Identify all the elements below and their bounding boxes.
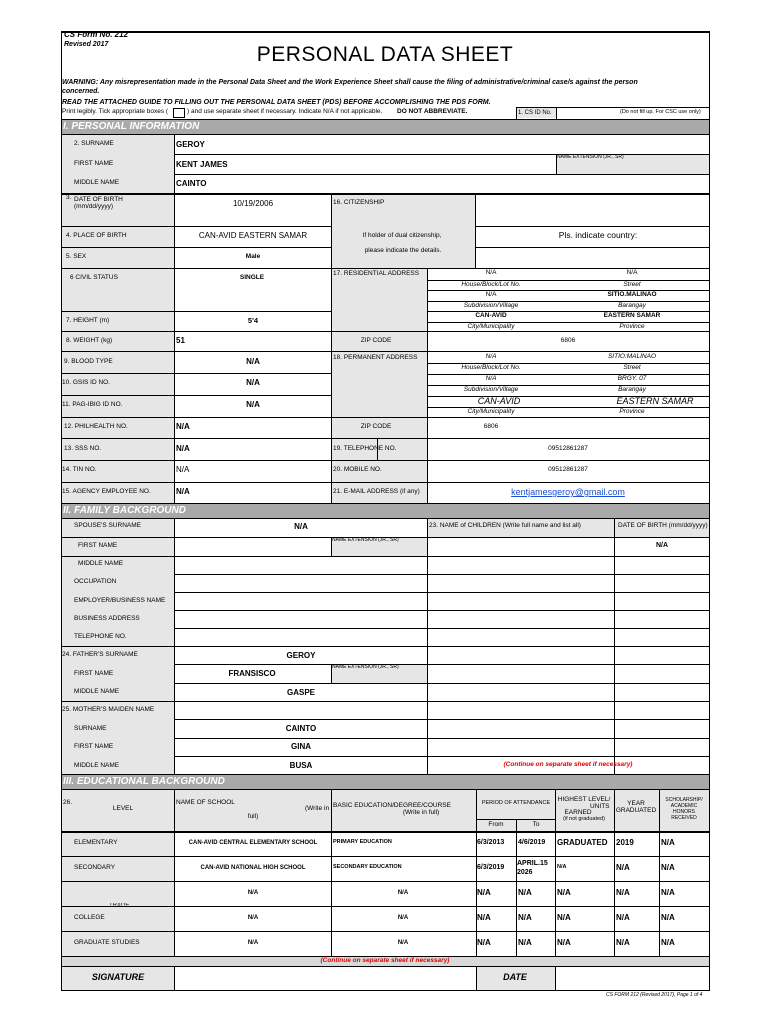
scholarship-header-2: ACADEMIC: [670, 803, 698, 809]
course-header-write-in: (Write in full): [402, 809, 440, 816]
name-extension-label: NAME EXTENSION (JR., SR): [557, 154, 624, 160]
mother-middle-name-field[interactable]: BUSA: [289, 761, 313, 770]
section-family-background: II. FAMILY BACKGROUND: [61, 504, 709, 518]
res-barangay-field[interactable]: SITIO.MALINAO: [607, 291, 657, 298]
tin-field[interactable]: N/A: [176, 465, 190, 474]
edu-school-college[interactable]: N/A: [247, 915, 259, 921]
scholarship-header-4: RECEIVED: [671, 815, 697, 821]
perm-street-field[interactable]: SITIO:MALINAO: [607, 353, 657, 360]
scholarship-header-3: HONORS: [673, 809, 695, 815]
telephone-field[interactable]: 09512861287: [548, 445, 588, 452]
mobile-label: 20. MOBILE NO.: [333, 466, 382, 473]
perm-zip-field[interactable]: 6806: [483, 423, 499, 430]
education-continue-note: (Continue on separate sheet if necessary): [320, 957, 450, 964]
perm-city-caption: City/Municipality: [467, 408, 515, 415]
barangay-caption: Barangay: [618, 302, 646, 309]
scholarship-header: SCHOLARSHIP/: [665, 797, 703, 803]
spouse-surname-field[interactable]: N/A: [294, 522, 308, 531]
page-title: PERSONAL DATA SHEET: [256, 43, 514, 66]
surname-field[interactable]: GEROY: [176, 140, 205, 149]
res-zip-field[interactable]: 6806: [560, 337, 576, 344]
father-middle-name-field[interactable]: GASPE: [286, 688, 316, 697]
agency-employee-field[interactable]: N/A: [176, 487, 190, 496]
civil-status-field[interactable]: SINGLE: [239, 274, 265, 281]
dob-label: DATE OF BIRTH: [74, 196, 123, 203]
edu-to-elementary[interactable]: 4/6/2019: [518, 839, 546, 846]
perm-subdivision-field[interactable]: N/A: [485, 375, 497, 382]
edu-school-secondary[interactable]: CAN-AVID NATIONAL HIGH SCHOOL: [200, 865, 306, 871]
indicate-country-label[interactable]: Pls. indicate country:: [558, 230, 638, 240]
section-educational-background: III. EDUCATIONAL BACKGROUND: [61, 775, 709, 789]
edu-level-elementary: ELEMENTARY: [74, 839, 118, 846]
edu-honors-secondary[interactable]: N/A: [661, 863, 675, 872]
business-address-label: BUSINESS ADDRESS: [74, 615, 140, 622]
edu-to-graduate-studies[interactable]: N/A: [518, 938, 532, 947]
from-header: From: [488, 821, 504, 828]
edu-honors-college[interactable]: N/A: [661, 913, 675, 922]
tin-label: 14. TIN NO.: [62, 466, 97, 473]
school-header-write-in: (Write in: [305, 805, 330, 812]
highest-level-header-3: EARNED: [564, 809, 592, 816]
edu-year-secondary[interactable]: N/A: [616, 863, 630, 872]
telephone-label: 19. TELEPHONE NO.: [333, 445, 397, 452]
middle-name-field[interactable]: CAINTO: [176, 179, 207, 188]
edu-year-graduate-studies[interactable]: N/A: [616, 938, 630, 947]
signature-field[interactable]: [175, 967, 475, 990]
section-personal-information: I. PERSONAL INFORMATION: [61, 120, 709, 134]
dob-number: 3.: [66, 194, 72, 201]
edu-highest-graduate-studies[interactable]: N/A: [557, 938, 571, 947]
first-name-label: FIRST NAME: [74, 160, 114, 167]
edu-from-graduate-studies[interactable]: N/A: [477, 938, 491, 947]
email-field[interactable]: kentjamesgeroy@gmail.com: [511, 487, 625, 497]
sss-label: 13. SSS NO.: [64, 445, 102, 452]
edu-from-trade[interactable]: N/A: [477, 888, 491, 897]
weight-label: 8. WEIGHT (kg): [66, 337, 113, 344]
middle-name-label: MIDDLE NAME: [74, 179, 120, 186]
edu-to-secondary[interactable]: APRIL.15 2026: [517, 860, 548, 876]
subdivision-caption: Subdivision/Village: [463, 302, 519, 309]
gsis-label: 10. GSIS ID NO.: [62, 379, 111, 386]
perm-zip-label: ZIP CODE: [360, 423, 392, 430]
sex-label: 5. SEX: [66, 253, 87, 260]
edu-course-graduate-studies[interactable]: N/A: [397, 940, 409, 946]
father-first-name-label: FIRST NAME: [74, 670, 114, 677]
spouse-telephone-label: TELEPHONE NO.: [74, 633, 127, 640]
edu-highest-elementary[interactable]: GRADUATED: [557, 838, 608, 847]
spouse-surname-label: SPOUSE'S SURNAME: [74, 522, 141, 529]
edu-from-elementary[interactable]: 6/3/2013: [477, 839, 505, 846]
edu-highest-secondary[interactable]: N/A: [557, 864, 567, 870]
citizenship-label: 16. CITIZENSHIP: [333, 199, 385, 206]
place-of-birth-label: 4. PLACE OF BIRTH: [66, 232, 127, 239]
edu-to-trade[interactable]: N/A: [518, 888, 532, 897]
edu-level-secondary: SECONDARY: [74, 864, 116, 871]
warning-text: WARNING: Any misrepresentation made in the Personal Data Sheet and the Work Experience Sheet shall cause the filing of administrative/criminal case/s against the person: [62, 79, 638, 86]
edu-highest-trade[interactable]: N/A: [557, 888, 571, 897]
place-of-birth-field[interactable]: CAN-AVID EASTERN SAMAR: [198, 231, 308, 240]
residential-address-label: 17. RESIDENTIAL ADDRESS: [333, 270, 420, 277]
spouse-first-name-label: FIRST NAME: [78, 542, 118, 549]
date-label: DATE: [503, 972, 527, 982]
edu-from-college[interactable]: N/A: [477, 913, 491, 922]
year-graduated-header-2: GRADUATED: [615, 807, 657, 814]
edu-level-graduate-studies: GRADUATE STUDIES: [74, 939, 140, 946]
res-subdivision-field[interactable]: N/A: [485, 291, 497, 298]
perm-subdivision-caption: Subdivision/Village: [463, 386, 519, 393]
mother-first-name-field[interactable]: GINA: [291, 742, 311, 751]
do-not-abbreviate: DO NOT ABBREVIATE.: [397, 108, 468, 115]
res-street-field[interactable]: N/A: [626, 269, 638, 276]
edu-course-secondary[interactable]: SECONDARY EDUCATION: [333, 864, 402, 870]
edu-year-elementary[interactable]: 2019: [616, 838, 634, 847]
highest-level-header: HIGHEST LEVEL/: [557, 796, 611, 803]
pagibig-label: 11. PAG-IBIG ID NO.: [62, 401, 123, 408]
year-graduated-header: YEAR: [627, 800, 645, 807]
civil-status-label: 6 CIVIL STATUS: [70, 274, 118, 281]
form-reference: CS FORM 212 (Revised 2017), Page 1 of 4: [606, 992, 703, 998]
perm-barangay-field[interactable]: BRGY. 07: [617, 375, 647, 382]
edu-to-college[interactable]: N/A: [518, 913, 532, 922]
city-caption: City/Municipality: [467, 323, 515, 330]
signature-label: SIGNATURE: [91, 972, 145, 982]
dual-citizenship-note: If holder of dual citizenship,: [362, 232, 442, 239]
highest-level-header-4: (if not graduated): [563, 816, 605, 822]
blood-type-label: 9. BLOOD TYPE: [64, 358, 113, 365]
mother-middle-name-label: MIDDLE NAME: [74, 762, 120, 769]
mobile-field[interactable]: 09512861287: [548, 466, 588, 473]
res-city-field[interactable]: CAN-AVID: [475, 312, 507, 319]
school-header-full: full): [247, 813, 259, 820]
guide-instruction: READ THE ATTACHED GUIDE TO FILLING OUT THE PERSONAL DATA SHEET (PDS) BEFORE ACCOMPLISHING THE PDS FORM.: [62, 99, 491, 106]
perm-barangay-caption: Barangay: [618, 386, 646, 393]
employer-label: EMPLOYER/BUSINESS NAME: [74, 597, 166, 604]
house-caption: House/Block/Lot No.: [461, 281, 521, 288]
sex-field[interactable]: Male: [245, 253, 261, 260]
dob-format: (mm/dd/yyyy): [74, 203, 113, 210]
edu-year-trade[interactable]: N/A: [616, 888, 630, 897]
province-caption: Province: [619, 323, 645, 330]
father-middle-name-label: MIDDLE NAME: [74, 688, 120, 695]
child-dob-field[interactable]: N/A: [655, 542, 669, 549]
form-number: CS Form No. 212: [64, 30, 129, 39]
first-name-field[interactable]: KENT JAMES: [176, 160, 228, 169]
tick-box-sample: [173, 108, 185, 118]
edu-honors-graduate-studies[interactable]: N/A: [661, 938, 675, 947]
mother-surname-label: SURNAME: [74, 725, 107, 732]
weight-field[interactable]: 51: [176, 336, 185, 345]
print-instruction: Print legibly. Tick appropriate boxes (: [62, 108, 169, 115]
edu-honors-elementary[interactable]: N/A: [661, 838, 675, 847]
period-header: PERIOD OF ATTENDANCE: [481, 800, 551, 806]
res-zip-label: ZIP CODE: [360, 337, 392, 344]
permanent-address-label: 18. PERMANENT ADDRESS: [333, 354, 418, 361]
height-field[interactable]: 5'4: [247, 316, 259, 325]
mother-maiden-name-label: 25. MOTHER'S MAIDEN NAME: [62, 706, 155, 713]
email-label: 21. E-MAIL ADDRESS (if any): [333, 488, 420, 495]
edu-highest-college[interactable]: N/A: [557, 913, 571, 922]
perm-house-caption: House/Block/Lot No.: [461, 364, 521, 371]
perm-street-caption: Street: [623, 364, 641, 371]
perm-province-field[interactable]: EASTERN SAMAR: [616, 396, 694, 406]
edu-school-graduate-studies[interactable]: N/A: [247, 940, 259, 946]
edu-course-elementary[interactable]: PRIMARY EDUCATION: [333, 839, 392, 845]
father-name-extension-label: NAME EXTENSION (JR., SR): [332, 664, 399, 670]
school-header: NAME OF SCHOOL: [176, 799, 235, 806]
edu-year-college[interactable]: N/A: [616, 913, 630, 922]
dual-citizenship-note-2: please indicate the details.: [364, 247, 442, 254]
course-header: BASIC EDUCATION/DEGREE/COURSE: [333, 802, 451, 809]
csid-label: 1. CS ID No.: [518, 110, 552, 116]
sss-field[interactable]: N/A: [176, 444, 190, 453]
edu-school-elementary[interactable]: CAN-AVID CENTRAL ELEMENTARY SCHOOL: [188, 840, 318, 846]
res-house-field[interactable]: N/A: [485, 269, 497, 276]
father-first-name-field[interactable]: FRANSISCO: [228, 669, 276, 678]
warning-text-2: concerned.: [62, 88, 100, 95]
blood-type-field[interactable]: N/A: [246, 357, 260, 366]
spouse-name-extension-label: NAME EXTENSION (JR., SR): [332, 537, 399, 543]
philhealth-label: 12. PHILHEALTH NO.: [64, 423, 128, 430]
agency-employee-label: 15. AGENCY EMPLOYEE NO.: [62, 488, 151, 495]
spouse-middle-name-label: MIDDLE NAME: [78, 560, 124, 567]
perm-province-caption: Province: [619, 408, 645, 415]
family-continue-note: (Continue on separate sheet if necessary): [503, 761, 633, 768]
revised-label: Revised 2017: [64, 41, 109, 48]
print-instruction-2: ) and use separate sheet if necessary. Indicate N/A if not applicable.: [187, 108, 383, 115]
perm-house-field[interactable]: N/A: [485, 353, 497, 360]
street-caption: Street: [623, 281, 641, 288]
education-number: 26.: [63, 799, 73, 806]
res-province-field[interactable]: EASTERN SAMAR: [603, 312, 661, 319]
to-header: To: [532, 821, 540, 828]
children-label: 23. NAME of CHILDREN (Write full name and list all): [429, 522, 581, 529]
gsis-field[interactable]: N/A: [246, 378, 260, 387]
edu-level-college: COLLEGE: [74, 914, 105, 921]
pagibig-field[interactable]: N/A: [246, 400, 260, 409]
father-surname-field[interactable]: GEROY: [286, 651, 316, 660]
level-header: LEVEL: [112, 805, 134, 812]
edu-from-secondary[interactable]: 6/3/2019: [477, 864, 505, 871]
dob-field[interactable]: 10/19/2006: [232, 199, 274, 208]
csid-note: (Do not fill up. For CSC use only): [620, 109, 701, 115]
edu-school-trade[interactable]: N/A: [247, 890, 259, 896]
occupation-label: OCCUPATION: [74, 578, 117, 585]
edu-course-trade[interactable]: N/A: [397, 890, 409, 896]
perm-city-field[interactable]: CAN-AVID: [477, 396, 521, 406]
height-label: 7. HEIGHT (m): [66, 317, 110, 324]
edu-course-college[interactable]: N/A: [397, 915, 409, 921]
edu-honors-trade[interactable]: N/A: [661, 888, 675, 897]
child-dob-label: DATE OF BIRTH (mm/dd/yyyy): [618, 522, 708, 529]
surname-label: 2. SURNAME: [74, 140, 114, 147]
father-surname-label: 24. FATHER'S SURNAME: [62, 651, 138, 658]
philhealth-field[interactable]: N/A: [176, 422, 190, 431]
date-field[interactable]: [556, 967, 708, 990]
highest-level-header-2: UNITS: [590, 803, 610, 810]
mother-surname-field[interactable]: CAINTO: [285, 724, 317, 733]
mother-first-name-label: FIRST NAME: [74, 743, 114, 750]
